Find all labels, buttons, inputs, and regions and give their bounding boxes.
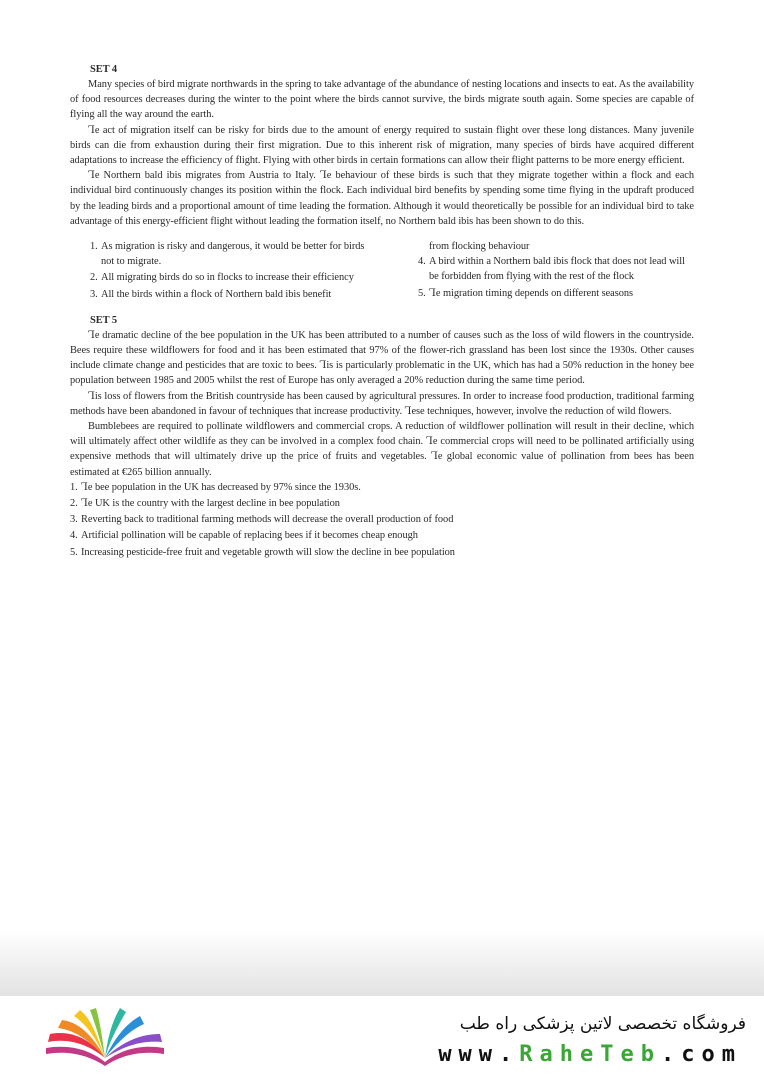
statement-number: 5. — [418, 287, 426, 299]
set-5-statement-5 — [70, 545, 694, 560]
set-5-statements — [70, 480, 694, 560]
statement-number: 1. — [90, 241, 98, 253]
set-4-statement-5 — [418, 286, 694, 301]
statement-text: A bird within a Northern bald ibis flock that does not lead will be forbidden from flying with the rest of the flock — [429, 256, 685, 283]
set-4-paragraph-1: Many species of bird migrate northwards in the spring to take advantage of the abundance of nesting locations and insects to eat. As the availability of food resources decreases during the winter to the point where the birds cannot survive, the birds migrate south again. Some species are capable of flying all the way around the earth. — [70, 79, 694, 121]
set-4-statement-3-continuation: from flocking behaviour — [429, 241, 530, 253]
statement-number: 1. — [70, 481, 78, 493]
shop-name: فروشگاه تخصصی لاتین پزشکی راه طب — [459, 1014, 746, 1034]
set-5-paragraph-1: Ꞁe dramatic decline of the bee population in the UK has been attributed to a number of causes such as the loss of wild flowers in the countryside. Bees require these wildflowers for food and it has been estimated that 97% of the flower-rich grassland has been lost since the 1930s. Other causes include climate change and pesticides that are toxic to bees. Ꞁis is particularly problematic in the UK, which has had a 50% reduction in the honey bee population between 1985 and 2005 whilst the rest of Europe has only averaged a 20% reduction during the same time period. — [70, 329, 694, 387]
set-4-statement-1 — [90, 239, 378, 269]
statement-text: Artificial pollination will be capable of replacing bees if it becomes cheap enough — [81, 530, 418, 542]
set-5-paragraph-2: Ꞁis loss of flowers from the British countryside has been caused by agricultural pressures. In order to increase food production, traditional farming methods have been abandoned in favour of techniques that increase productivity. Ꞁese techniques, however, involve the reduction of wild flowers. — [70, 390, 694, 417]
set-4-statements-left-column — [90, 239, 378, 303]
url-suffix: .com — [661, 1042, 742, 1067]
set-4-statement-3 — [90, 287, 378, 302]
set-4-statements — [70, 239, 694, 303]
statement-text: Ꞁe migration timing depends on different seasons — [429, 287, 633, 299]
set-4-paragraph-3: Ꞁe Northern bald ibis migrates from Austria to Italy. Ꞁe behaviour of these birds is such that they migrate together within a flock and each individual bird continuously changes its position within the flock. Each individual bird benefits by spending some time flying in the updraft produced by the leading birds and a proportional amount of time leading the formation. Although it would theoretically be possible for an individual bird to take advantage of this energy-efficient flight without leading the formation itself, no Northern bald ibis has been shown to do this. — [70, 170, 694, 227]
url-brand: RaheTeb — [519, 1042, 662, 1067]
statement-text: Ꞁe bee population in the UK has decreased by 97% since the 1930s. — [81, 481, 361, 493]
statement-text: Ꞁe UK is the country with the largest decline in bee population — [81, 498, 340, 510]
footer-shadow — [0, 930, 764, 1000]
statement-number: 4. — [70, 530, 78, 542]
set-4-statement-2 — [90, 270, 378, 285]
set-5-title: SET 5 — [90, 314, 117, 326]
set-5-statement-3 — [70, 512, 694, 527]
statement-number: 3. — [90, 288, 98, 300]
set-4-paragraph-2: Ꞁe act of migration itself can be risky for birds due to the amount of energy required to sustain flight over these long distances. Many juvenile birds can die from exhaustion during their first migration. Due to this inherent risk of migration, many species of birds have acquired different adaptations to increase the efficiency of flight. Flying with other birds in certain formations can allow their flight patterns to be more energy efficient. — [70, 124, 694, 167]
footer-banner — [0, 996, 764, 1080]
statement-number: 2. — [70, 498, 78, 510]
website-url — [438, 1042, 742, 1067]
statement-number: 2. — [90, 272, 98, 284]
set-4-statements-right-column — [418, 239, 694, 303]
url-prefix: www. — [438, 1042, 520, 1067]
statement-text: Increasing pesticide-free fruit and vegetable growth will slow the decline in bee population — [81, 546, 455, 558]
document-page — [70, 62, 694, 561]
set-4-section — [70, 62, 694, 303]
set-5-paragraph-3: Bumblebees are required to pollinate wildflowers and commercial crops. A reduction of wildflower pollination will result in their decline, which will ultimately affect other wildlife as they can be involved in a complex food chain. Ꞁe commercial crops will need to be pollinated artificially using expensive methods that will ultimately drive up the price of fruits and vegetables. Ꞁe global economic value of pollination from bees has been estimated at €265 billion annually. — [70, 421, 694, 478]
set-5-statement-2 — [70, 496, 694, 511]
set-5-statement-4 — [70, 528, 694, 543]
statement-number: 5. — [70, 546, 78, 558]
statement-text: Reverting back to traditional farming methods will decrease the overall production of food — [81, 514, 454, 526]
set-4-title: SET 4 — [90, 64, 117, 75]
statement-number: 3. — [70, 514, 78, 526]
statement-text: All the birds within a flock of Northern bald ibis benefit — [101, 288, 332, 300]
statement-text: As migration is risky and dangerous, it would be better for birds not to migrate. — [101, 241, 365, 268]
set-5-statement-1 — [70, 480, 694, 495]
statement-number: 4. — [418, 256, 426, 268]
statement-text: All migrating birds do so in flocks to increase their efficiency — [101, 272, 354, 284]
set-4-statement-4 — [418, 254, 694, 284]
open-book-rainbow-icon — [40, 1008, 170, 1068]
set-5-section — [70, 313, 694, 560]
